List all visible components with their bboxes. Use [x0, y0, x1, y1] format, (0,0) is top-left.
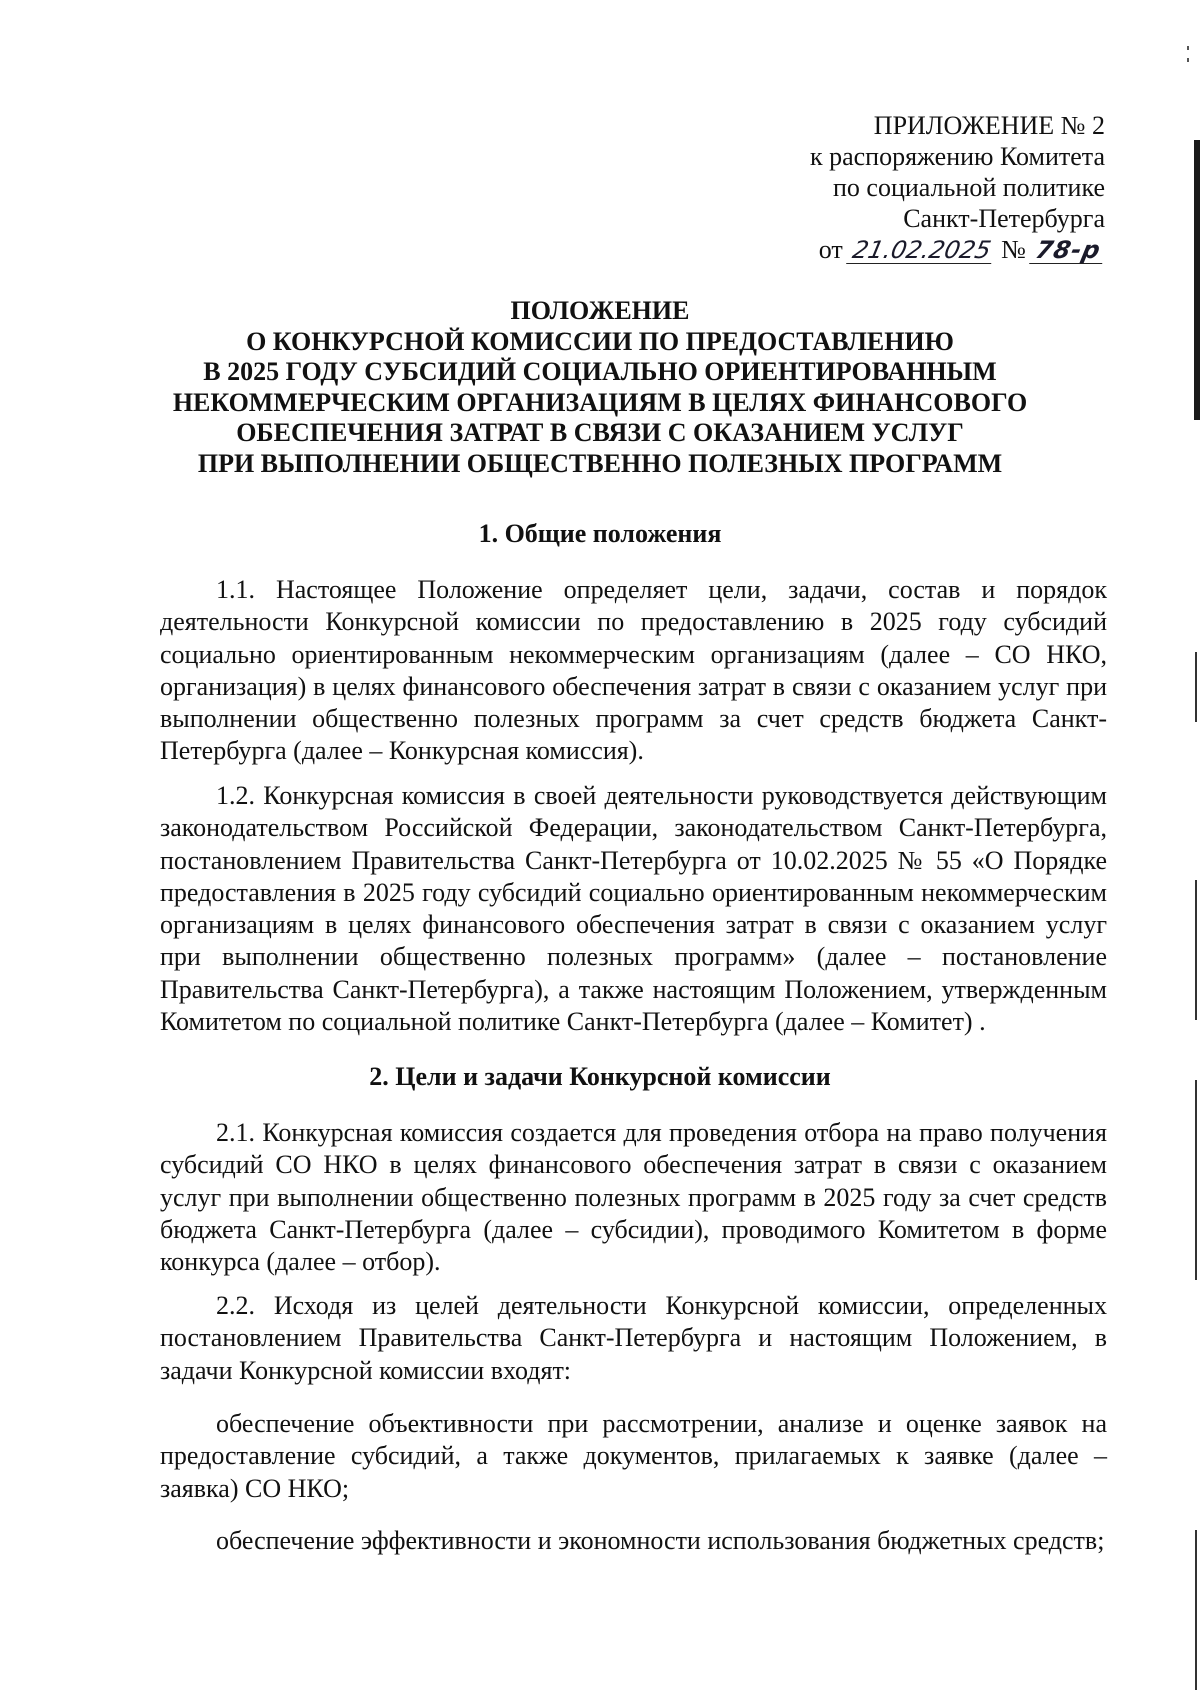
paragraph-2-2: 2.2. Исходя из целей деятельности Конкурсной комиссии, определенных постановлением Правительства Санкт-Петербурга и настоящим Положением, в задачи Конкурсной комиссии входят: [160, 1291, 1107, 1385]
title-line: ПРИ ВЫПОЛНЕНИИ ОБЩЕСТВЕННО ПОЛЕЗНЫХ ПРОГРАММ [197, 448, 1003, 478]
appendix-city: Санкт-Петербурга [903, 204, 1105, 233]
scan-edge-mark [1195, 1080, 1197, 1280]
scan-edge-mark [1187, 58, 1189, 62]
title-line: В 2025 ГОДУ СУБСИДИЙ СОЦИАЛЬНО ОРИЕНТИРОВАННЫМ [203, 357, 997, 386]
section-heading-2: 2. Цели и задачи Конкурсной комиссии [369, 1062, 831, 1091]
handwritten-date: 21.02.2025 [846, 237, 997, 264]
paragraph-1-1: 1.1. Настоящее Положение определяет цели, задачи, состав и порядок деятельности Конкурсной комиссии по предоставлению в 2025 году субсидий социально ориентированным некоммерческим организациям (далее – СО НКО, организация) в целях финансового обеспечения затрат в связи с оказанием услуг при выполнении общественно полезных программ за счет средств бюджета Санкт-Петербурга (далее – Конкурсная комиссия). [160, 575, 1107, 766]
paragraph-1-2: 1.2. Конкурсная комиссия в своей деятельности руководствуется действующим законодательством Российской Федерации, законодательством Санкт-Петербурга, постановлением Правительства Санкт-Петербурга от 10.02.2025 № 55 «О Порядке предоставления в 2025 году субсидий социально ориентированным некоммерческим организациям в целях финансового обеспечения затрат в связи с оказанием услуг при выполнении общественно полезных программ» (далее – постановление Правительства Санкт-Петербурга), а также настоящим Положением, утвержденным Комитетом по социальной политике Санкт-Петербурга (далее – Комитет) . [160, 781, 1107, 1037]
scan-edge-mark [1195, 1530, 1197, 1690]
title-line: ОБЕСПЕЧЕНИЯ ЗАТРАТ В СВЯЗИ С ОКАЗАНИЕМ УСЛУГ [236, 418, 964, 447]
scan-edge-mark [1195, 880, 1197, 1020]
paragraph-2-2-item-1: обеспечение объективности при рассмотрении, анализе и оценке заявок на предоставление субсидий, а также документов, прилагаемых к заявке (далее – заявка) СО НКО; [160, 1409, 1107, 1503]
scan-edge-mark [1187, 46, 1189, 50]
number-prefix: № [1001, 235, 1026, 264]
paragraph-2-2-item-2: обеспечение эффективности и экономности использования бюджетных средств; [216, 1526, 1105, 1555]
title-line: ПОЛОЖЕНИЕ [510, 296, 690, 325]
date-prefix: от [818, 235, 843, 264]
paragraph-2-1: 2.1. Конкурсная комиссия создается для проведения отбора на право получения субсидий СО НКО в целях финансового обеспечения затрат в связи с оказанием услуг при выполнении общественно полезных программ в 2025 году за счет средств бюджета Санкт-Петербурга (далее – субсидии), проводимого Комитетом в форме конкурса (далее – отбор). [160, 1118, 1107, 1277]
title-line: О КОНКУРСНОЙ КОМИССИИ ПО ПРЕДОСТАВЛЕНИЮ [246, 326, 954, 356]
appendix-order-ref: к распоряжению Комитета [809, 142, 1105, 171]
scan-edge-mark [1195, 652, 1197, 722]
document-title [100, 296, 1100, 479]
appendix-committee: по социальной политике [833, 173, 1105, 202]
section-heading-1: 1. Общие положения [478, 519, 722, 548]
appendix-label: ПРИЛОЖЕНИЕ № 2 [873, 111, 1105, 140]
appendix-block [810, 110, 1105, 265]
scan-edge-bar [1194, 140, 1200, 420]
appendix-date-line [810, 234, 1105, 265]
title-line: НЕКОММЕРЧЕСКИМ ОРГАНИЗАЦИЯМ В ЦЕЛЯХ ФИНАНСОВОГО [172, 387, 1028, 417]
handwritten-number: 78-р [1030, 237, 1108, 264]
